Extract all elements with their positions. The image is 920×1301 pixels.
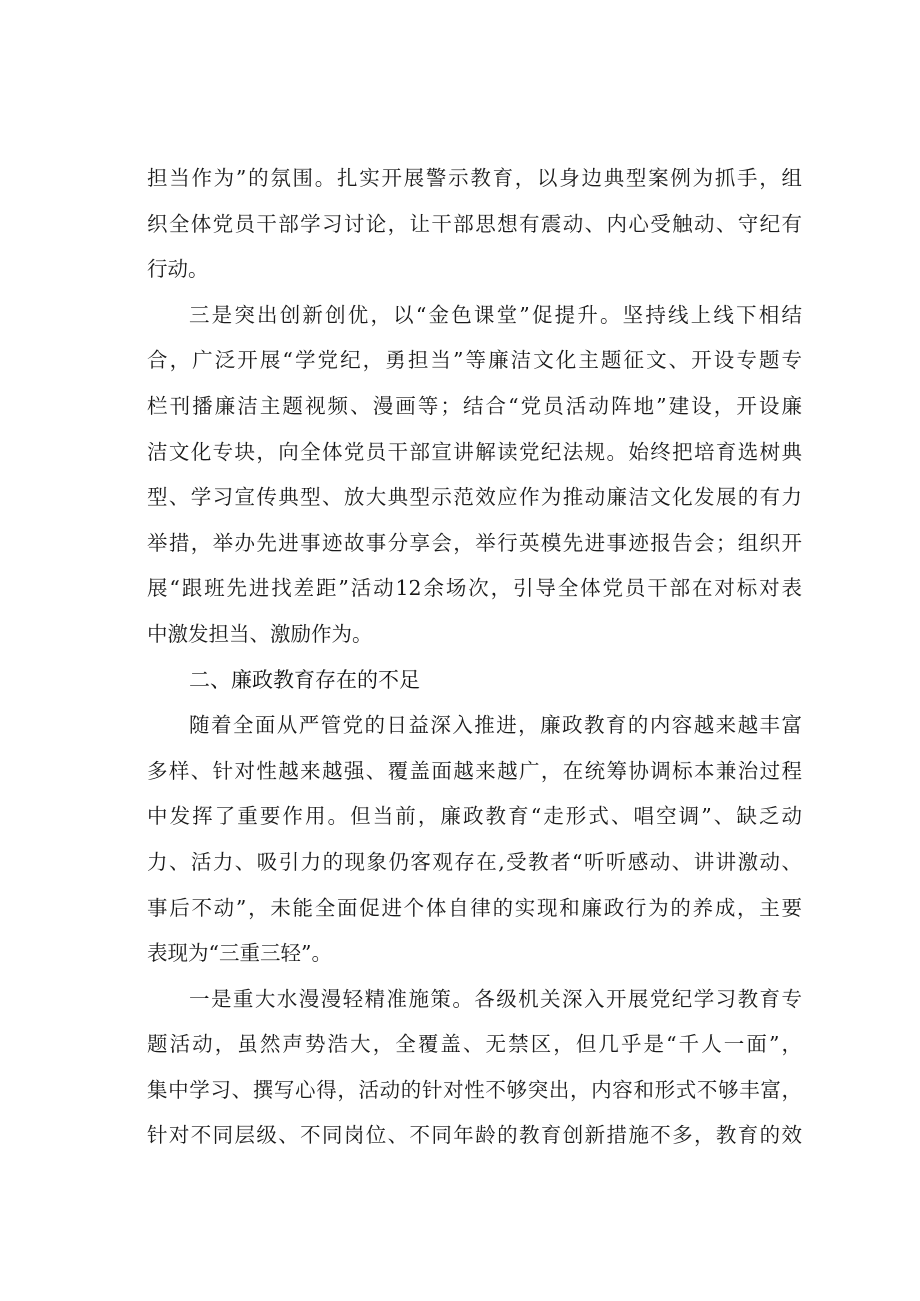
paragraph-line: 织全体党员干部学习讨论，让干部思想有震动、内心受触动、守纪有 (147, 211, 802, 236)
paragraph-line: 中激发担当、激励作为。 (147, 621, 373, 646)
paragraph-line: 力、活力、吸引力的现象仍客观存在,受教者“听听感动、讲讲激动、 (147, 849, 802, 874)
paragraph-line: 一是重大水漫漫轻精准施策。各级机关深入开展党纪学习教育专 (189, 986, 802, 1011)
paragraph-line: 随着全面从严管党的日益深入推进，廉政教育的内容越来越丰富 (189, 713, 802, 738)
paragraph-line: 举措，举办先进事迹故事分享会，举行英模先进事迹报告会；组织开 (147, 530, 802, 555)
paragraph-line: 行动。 (147, 257, 209, 282)
paragraph-line: 展“跟班先进找差距”活动12余场次，引导全体党员干部在对标对表 (147, 576, 802, 601)
paragraph-line: 合，广泛开展“学党纪，勇担当”等廉洁文化主题征文、开设专题专 (147, 348, 802, 373)
section-heading: 二、廉政教育存在的不足 (189, 667, 420, 692)
document-body (147, 156, 802, 1159)
paragraph-line: 栏刊播廉洁主题视频、漫画等；结合“党员活动阵地”建设，开设廉 (147, 393, 802, 418)
paragraph-line: 多样、针对性越来越强、覆盖面越来越广，在统筹协调标本兼治过程 (147, 758, 802, 783)
paragraph-line: 集中学习、撰写心得，活动的针对性不够突出，内容和形式不够丰富， (147, 1077, 802, 1102)
paragraph-line: 担当作为”的氛围。扎实开展警示教育，以身边典型案例为抓手，组 (147, 166, 802, 190)
paragraph-line: 三是突出创新创优，以“金色课堂”促提升。坚持线上线下相结 (189, 302, 802, 327)
paragraph-line: 洁文化专块，向全体党员干部宣讲解读党纪法规。始终把培育选树典 (147, 439, 802, 464)
paragraph-line: 表现为“三重三轻”。 (147, 941, 332, 966)
paragraph-line: 中发挥了重要作用。但当前，廉政教育“走形式、唱空调”、缺乏动 (147, 804, 802, 829)
paragraph-line: 事后不动”，未能全面促进个体自律的实现和廉政行为的养成，主要 (147, 895, 802, 920)
paragraph-line: 题活动，虽然声势浩大，全覆盖、无禁区，但几乎是“千人一面”， (147, 1032, 802, 1057)
paragraph-line: 型、学习宣传典型、放大典型示范效应作为推动廉洁文化发展的有力 (147, 485, 802, 510)
paragraph-line: 针对不同层级、不同岗位、不同年龄的教育创新措施不多，教育的效 (147, 1123, 802, 1148)
